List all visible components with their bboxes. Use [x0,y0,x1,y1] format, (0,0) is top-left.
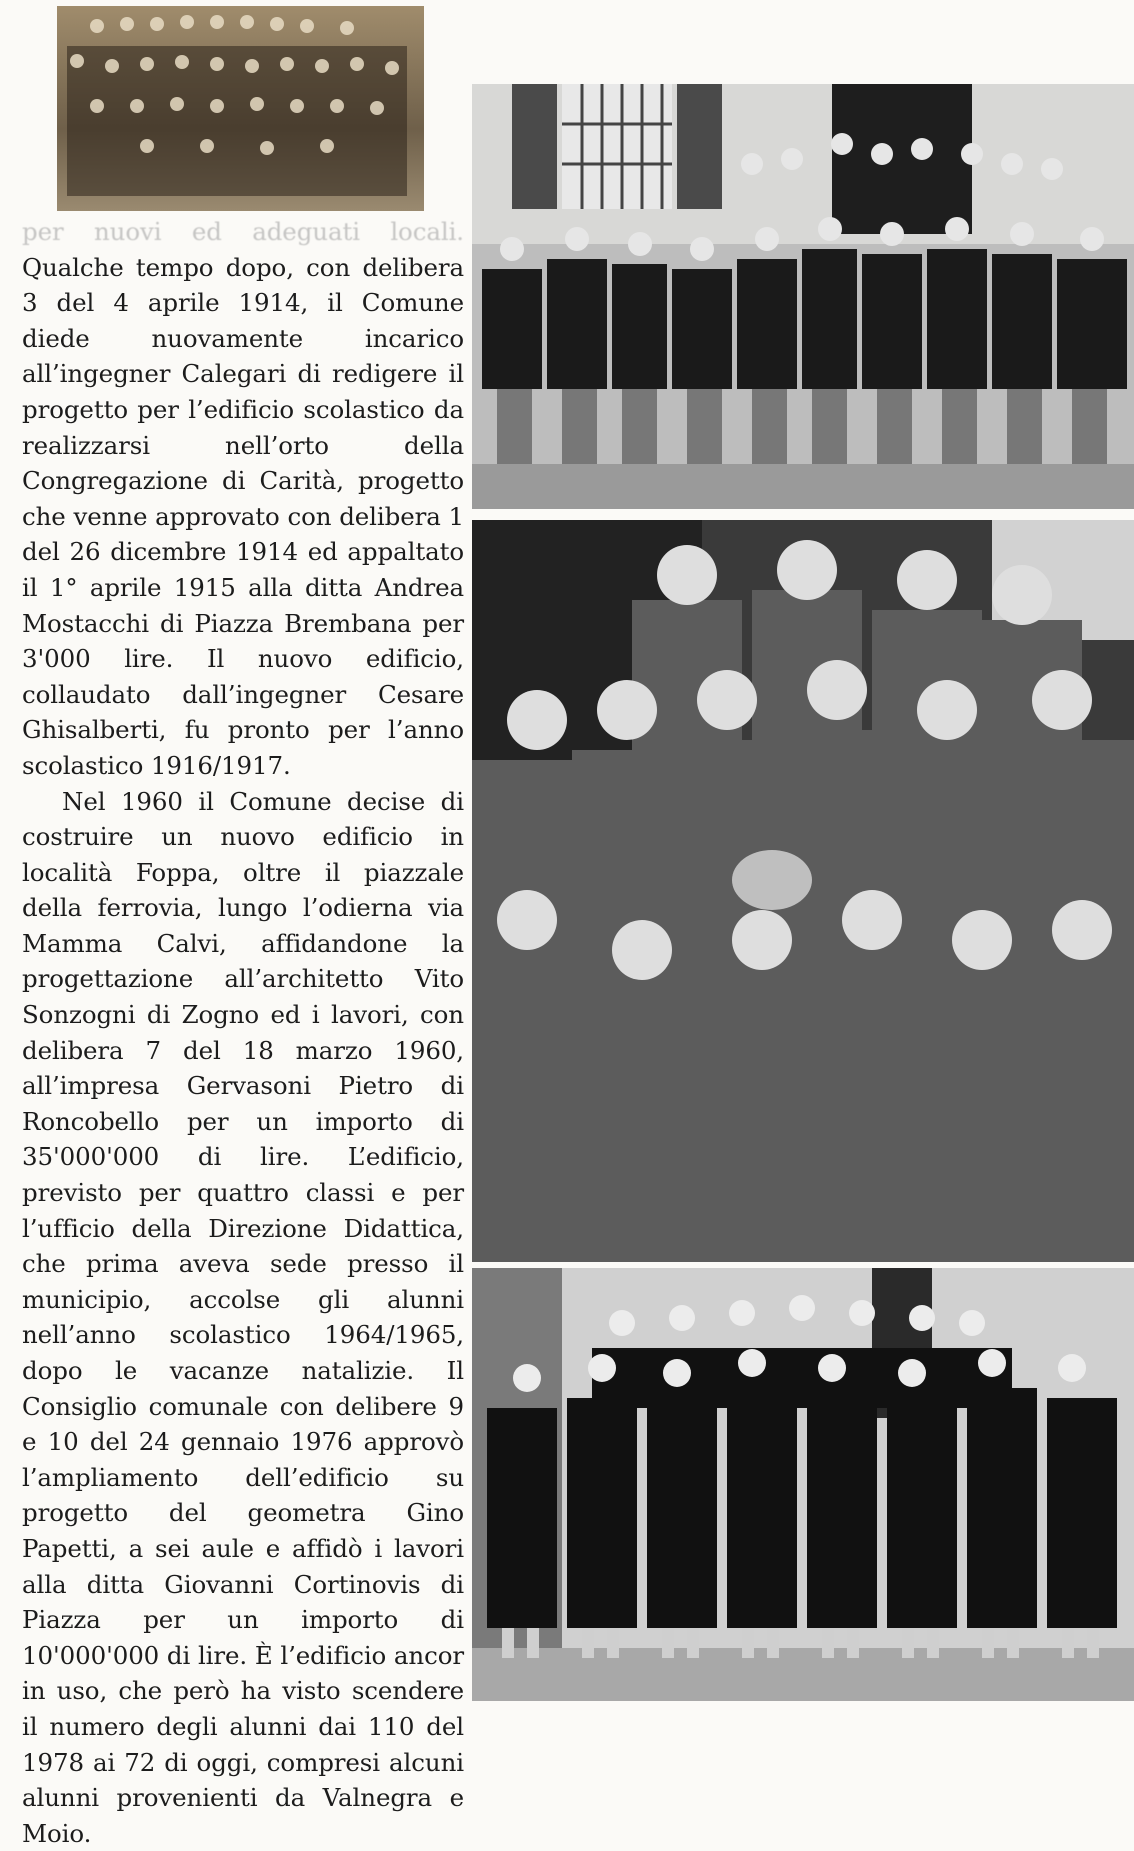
class-photo-steps [472,1268,1134,1701]
class-photo-sepia-image [57,6,424,211]
class-photo-school-facade-image [472,84,1134,509]
class-photo-steps-image [472,1268,1134,1701]
faded-fragment: per nuovi ed adeguati locali. [22,217,464,246]
paragraph-1-text: Qualche tempo dopo, con delibera 3 del 4 aprile 1914, il Comune diede nuovamente incarico all’ingegner Calegari di redigere il progetto per l’edificio scolastico da realizzarsi nell’orto della Congregazione di Carità, progetto che venne approvato con delibera 1 del 26 dicembre 1914 ed appaltato il 1° aprile 1915 alla ditta Andrea Mostacchi di Piazza Brembana per 3'000 lire. Il nuovo edificio, collaudato dall’ingegner Cesare Ghisalberti, fu pronto per l’anno scolastico 1916/1917. [22,253,464,780]
class-photo-boys-closeup [472,520,1134,1262]
class-photo-school-facade [472,84,1134,509]
paragraph-2: Nel 1960 il Comune decise di costruire un nuovo edificio in località Foppa, oltre il piazzale della ferrovia, lungo l’odierna via Mamma Calvi, affidandone la progettazione all’architetto Vito Sonzogni di Zogno ed i lavori, con delibera 7 del 18 marzo 1960, all’impresa Gervasoni Pietro di Roncobello per un importo di 35'000'000 di lire. L’edificio, previsto per quattro classi e per l’ufficio della Direzione Didattica, che prima aveva sede presso il municipio, accolse gli alunni nell’anno scolastico 1964/1965, dopo le vacanze natalizie. Il Consiglio comunale con delibere 9 e 10 del 24 gennaio 1976 approvò l’ampliamento dell’edificio su progetto del geometra Gino Papetti, a sei aule e affidò i lavori alla ditta Giovanni Cortinovis di Piazza per un importo di 10'000'000 di lire. È l’edificio ancor in uso, che però ha visto scendere il numero degli alunni dai 110 del 1978 ai 72 di oggi, compresi alcuni alunni provenienti da Valnegra e Moio. [22,784,464,1851]
article-text [22,214,464,1851]
class-photo-boys-closeup-image [472,520,1134,1262]
class-photo-sepia [57,6,424,211]
paragraph-1 [22,214,464,784]
